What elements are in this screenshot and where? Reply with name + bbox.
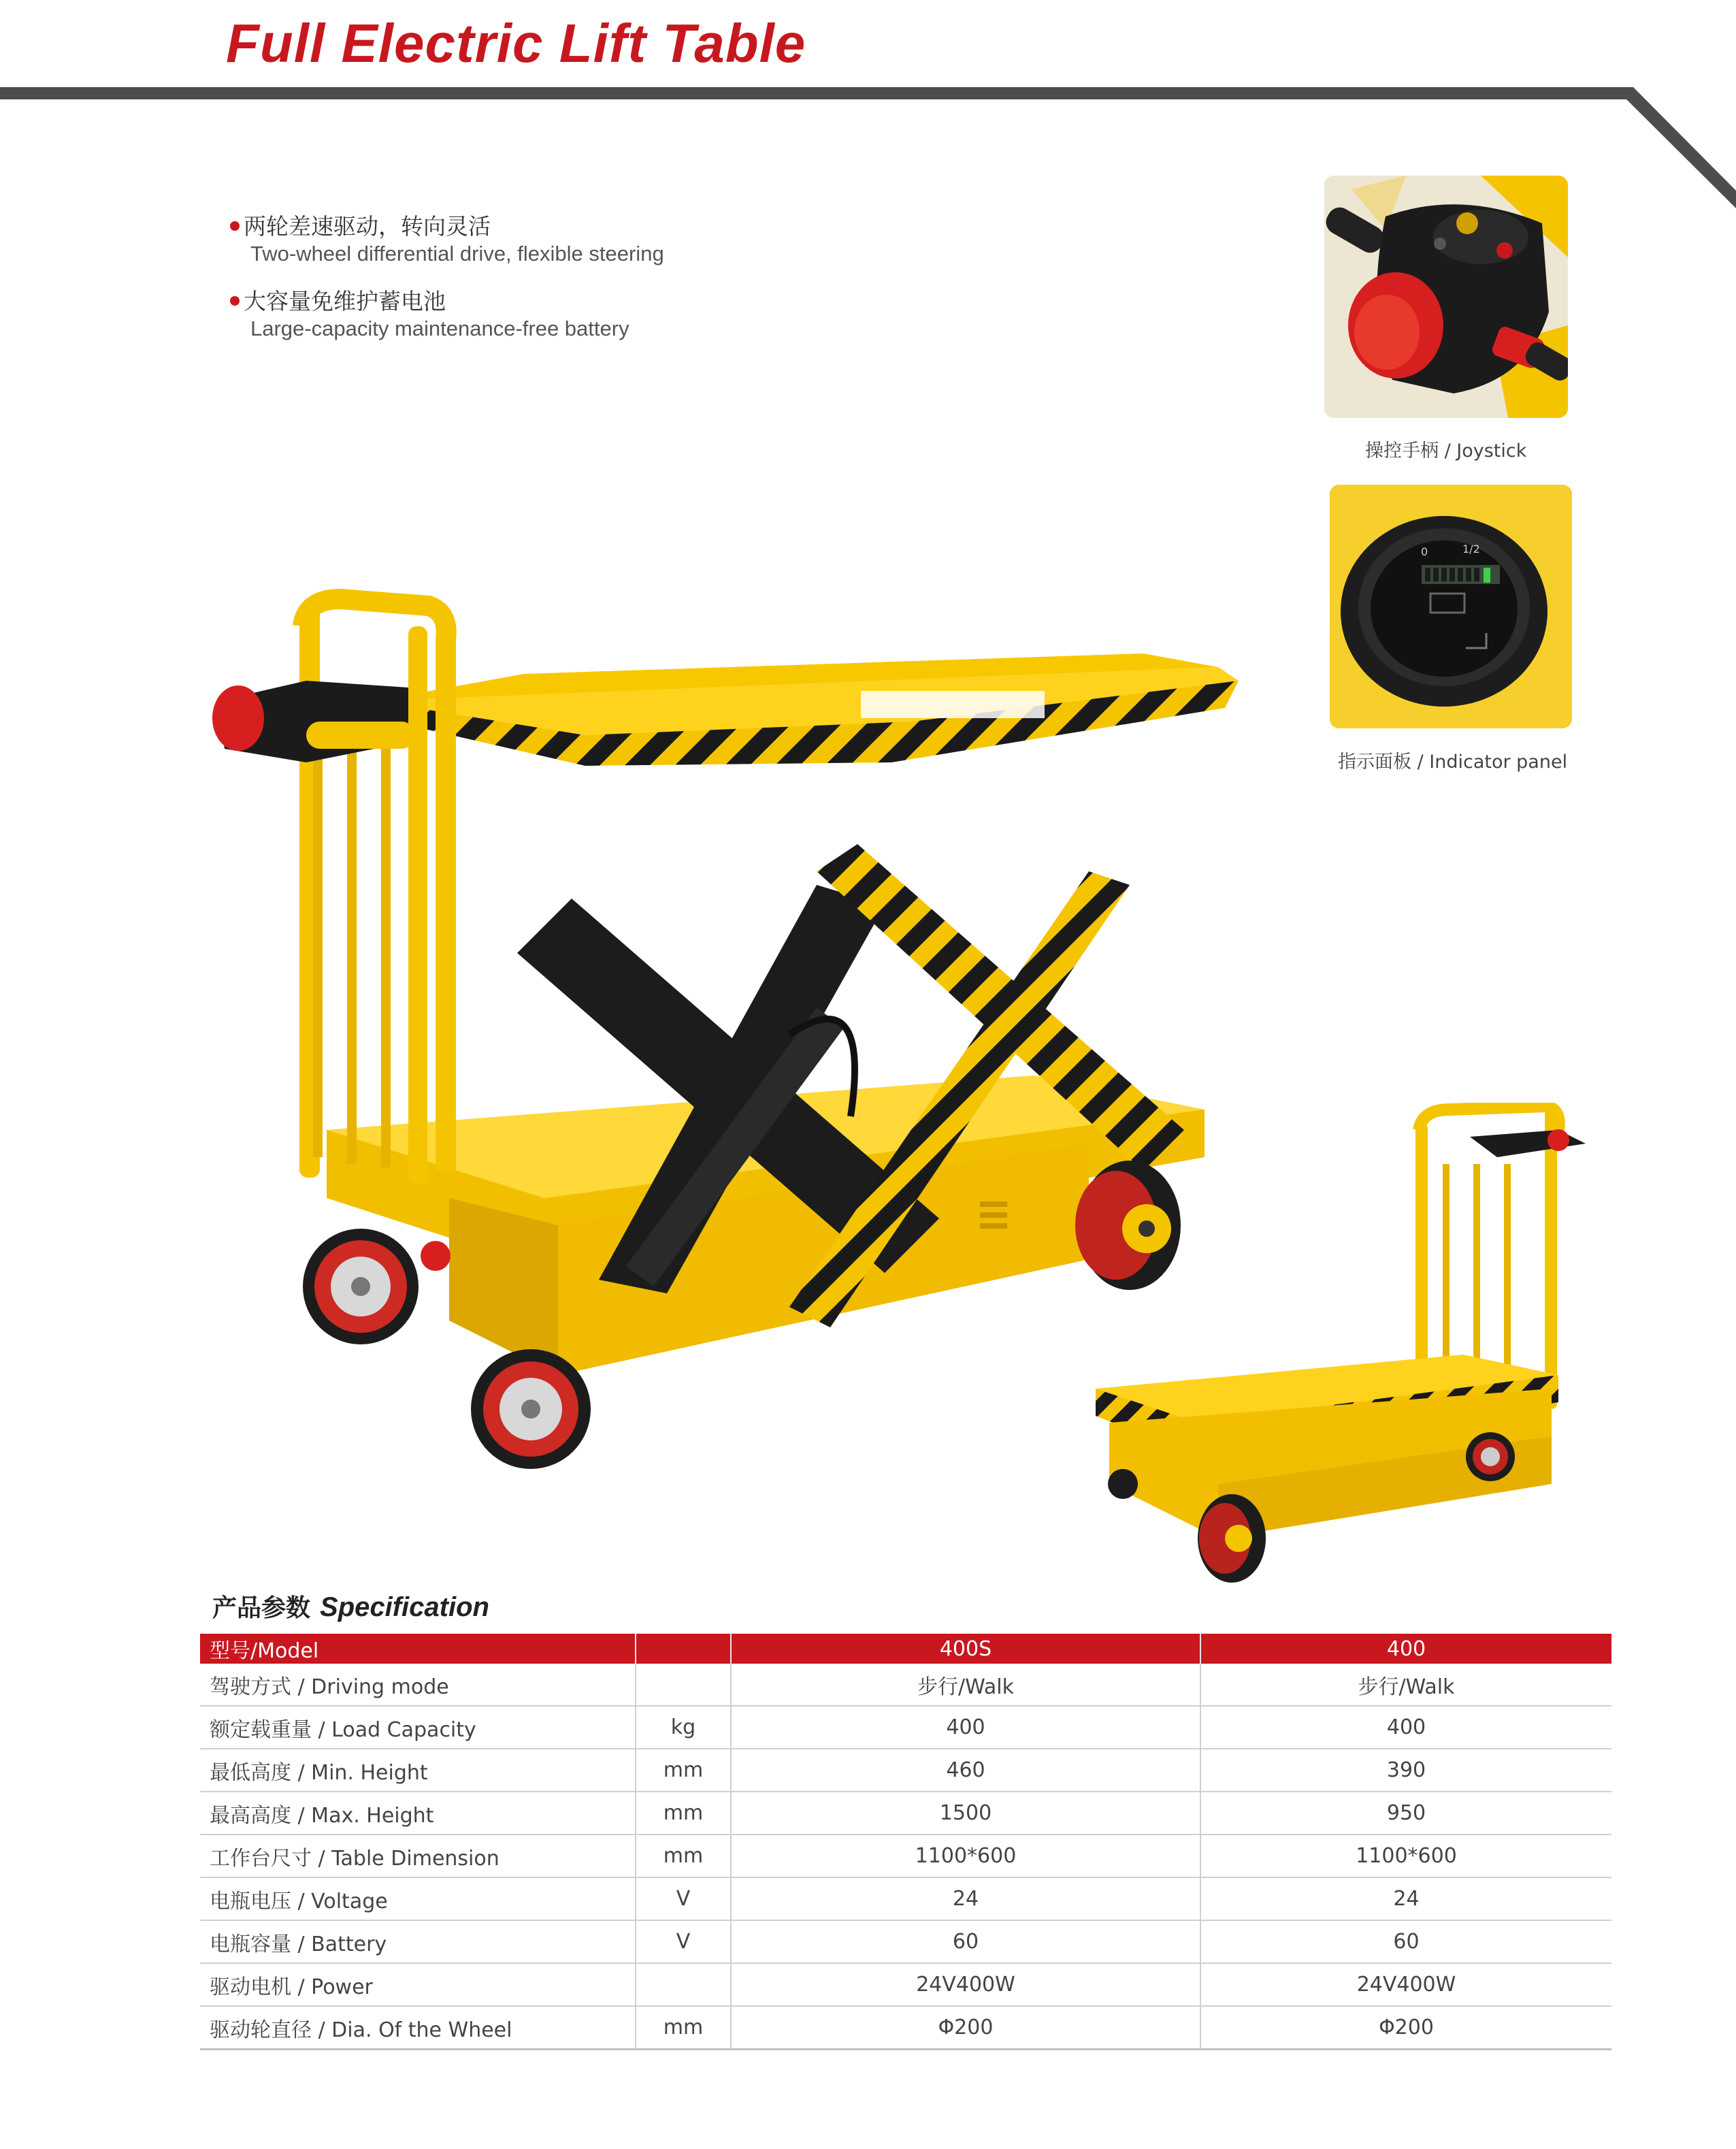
spec-unit: kg [636,1706,731,1749]
spec-label: 最低高度 / Min. Height [200,1749,636,1792]
spec-value-400: 24 [1200,1877,1611,1920]
bullet-dot-icon [230,221,240,231]
spec-row [200,1963,1611,2006]
spec-value-400: Φ200 [1200,2006,1611,2050]
spec-value-400s: Φ200 [731,2006,1200,2050]
indicator-caption: 指示面板 / Indicator panel [1338,752,1568,773]
spec-value-400s: 60 [731,1920,1200,1963]
gauge-zero-label: 0 [1421,545,1428,558]
spec-row [200,1835,1611,1877]
spec-label: 电瓶容量 / Battery [200,1920,636,1963]
spec-table [200,1634,1611,2050]
feature-list [230,212,664,362]
spec-value-400s: 460 [731,1749,1200,1792]
spec-unit: mm [636,1835,731,1877]
spec-row [200,1877,1611,1920]
spec-row [200,2006,1611,2050]
spec-unit: V [636,1920,731,1963]
spec-value-400s: 1100*600 [731,1835,1200,1877]
spec-value-400: 24V400W [1200,1963,1611,2006]
spec-value-400: 950 [1200,1792,1611,1835]
spec-unit: mm [636,2006,731,2050]
spec-label: 工作台尺寸 / Table Dimension [200,1835,636,1877]
feature-item [230,287,664,342]
spec-unit: mm [636,1792,731,1835]
spec-label: 驱动电机 / Power [200,1963,636,2006]
spec-heading-cn: 产品参数 [212,1594,311,1622]
feature-item [230,212,664,267]
spec-value-400s: 步行/Walk [731,1664,1200,1706]
spec-row [200,1664,1611,1706]
spec-value-400s: 1500 [731,1792,1200,1835]
feature-en: Large-capacity maintenance-free battery [250,317,629,340]
lift-table-lowered-photo [1082,1103,1599,1593]
spec-unit: mm [636,1749,731,1792]
spec-row [200,1920,1611,1963]
feature-cn: 两轮差速驱动，转向灵活 [244,213,491,240]
spec-header-model-400s: 400S [731,1634,1200,1664]
spec-value-400: 1100*600 [1200,1835,1611,1877]
joystick-photo [1324,176,1568,418]
spec-header-label: 型号/Model [200,1634,636,1664]
spec-value-400: 400 [1200,1706,1611,1749]
indicator-panel-photo [1330,485,1572,728]
spec-label: 驾驶方式 / Driving mode [200,1664,636,1706]
spec-row [200,1749,1611,1792]
spec-heading-en: Specification [320,1592,489,1622]
gauge-half-label: 1/2 [1462,543,1480,555]
spec-header-model-400: 400 [1200,1634,1611,1664]
spec-header-row [200,1634,1611,1664]
feature-cn: 大容量免维护蓄电池 [244,288,446,314]
spec-header-unit [636,1634,731,1664]
caster-wheel-front-right [471,1349,591,1469]
spec-value-400: 390 [1200,1749,1611,1792]
spec-label: 电瓶电压 / Voltage [200,1877,636,1920]
caster-wheel-front-left [303,1229,419,1344]
spec-unit [636,1963,731,2006]
spec-row [200,1792,1611,1835]
joystick-caption: 操控手柄 / Joystick [1365,440,1527,462]
feature-en: Two-wheel differential drive, flexible steering [250,242,664,265]
spec-row [200,1706,1611,1749]
page-title: Full Electric Lift Table [226,13,806,74]
spec-unit [636,1664,731,1706]
spec-value-400: 步行/Walk [1200,1664,1611,1706]
spec-label: 驱动轮直径 / Dia. Of the Wheel [200,2006,636,2050]
spec-value-400: 60 [1200,1920,1611,1963]
spec-value-400s: 24 [731,1877,1200,1920]
spec-value-400s: 400 [731,1706,1200,1749]
spec-unit: V [636,1877,731,1920]
spec-label: 最高高度 / Max. Height [200,1792,636,1835]
bullet-dot-icon [230,296,240,306]
spec-value-400s: 24V400W [731,1963,1200,2006]
spec-label: 额定载重量 / Load Capacity [200,1706,636,1749]
spec-heading [212,1589,489,1623]
